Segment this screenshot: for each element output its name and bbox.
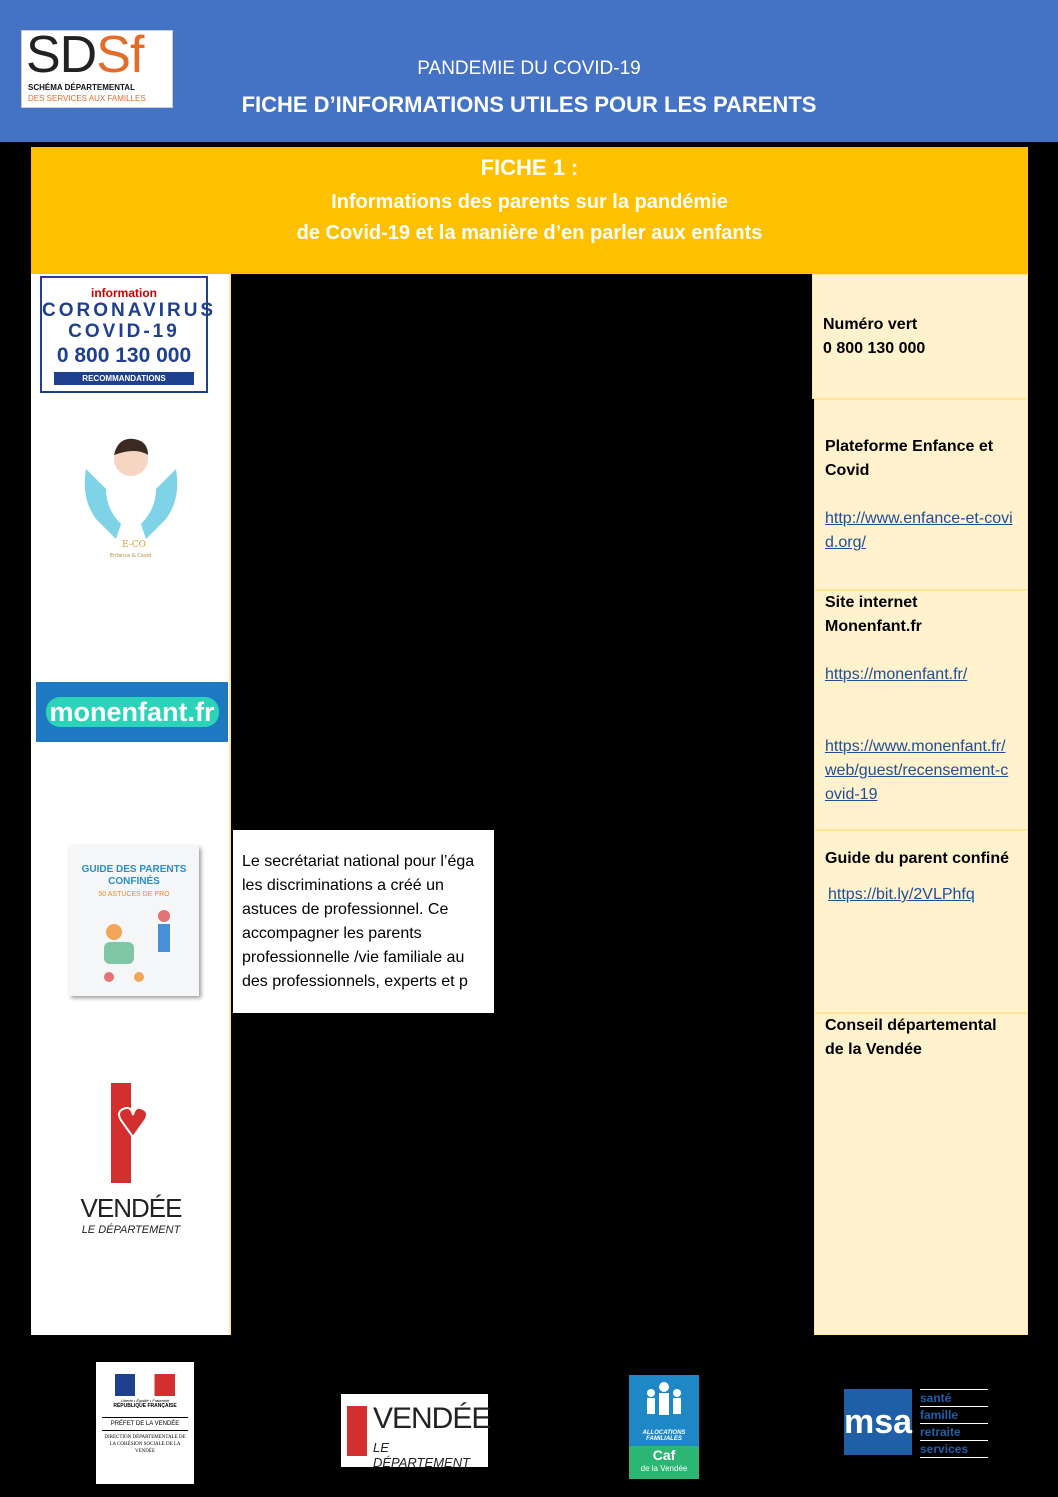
logo-line2: DES SERVICES AUX FAMILLES	[28, 94, 146, 103]
monenfant-recensement-link[interactable]: https://www.monenfant.fr/web/guest/recensement-covid-19	[825, 738, 1009, 803]
row-title: Guide du parent confiné	[825, 850, 1010, 867]
banner-line1: Informations des parents sur la pandémie	[331, 191, 728, 213]
header-title: FICHE D’INFORMATIONS UTILES POUR LES PARENTS	[241, 92, 817, 117]
caf-family-icon	[629, 1375, 699, 1425]
row-info-cell	[812, 274, 1028, 399]
row-image-cell	[31, 274, 231, 399]
redacted-block	[233, 274, 812, 399]
svg-text:Enfance & Covid: Enfance & Covid	[110, 553, 152, 559]
row-guide-parent	[31, 830, 1028, 1013]
enfance-covid-link[interactable]: http://www.enfance-et-covid.org/	[825, 510, 1013, 551]
row-title: Site internet Monenfant.fr	[825, 594, 922, 635]
eco-hands-icon	[76, 429, 186, 559]
vendee-hearts-icon	[111, 1083, 151, 1183]
caf-vendee-logo: ALLOCATIONS FAMILIALES Caf de la Vendée	[629, 1375, 699, 1478]
banner-title: FICHE 1 :	[480, 155, 579, 180]
redacted-block	[494, 830, 815, 1013]
row-title: Plateforme Enfance et Covid	[825, 438, 994, 479]
svg-text:E-CO: E-CO	[122, 540, 147, 550]
row-image-cell	[31, 830, 231, 1013]
vendee-department-logo: VENDÉE LE DÉPARTEMENT	[71, 1083, 191, 1243]
row-image-cell	[31, 590, 231, 830]
guide-cover-image: GUIDE DES PARENTS CONFINÉS 50 ASTUCES DE PRO	[69, 846, 199, 996]
guide-description: Le secrétariat national pour l’éga les discriminations a créé un astuces de professionnel. Ce accompagner les parents professionnelle /vie familiale au des professionnels, experts et p	[233, 830, 497, 1013]
redacted-block	[233, 590, 815, 830]
row-info-cell	[814, 590, 1028, 830]
prefet-vendee-logo: Liberté • Égalité • Fraternité RÉPUBLIQUE FRANÇAISE PRÉFET DE LA VENDÉE DIRECTION DÉPARTEMENTALE DE LA COHÉSION SOCIALE DE LA VENDÉE	[96, 1362, 194, 1484]
row-numero-vert	[31, 274, 1028, 399]
row-conseil-vendee	[31, 1013, 1028, 1335]
header-subtitle: PANDEMIE DU COVID-19	[417, 58, 641, 79]
row-info-cell	[814, 399, 1028, 590]
guide-link[interactable]: https://bit.ly/2VLPhfq	[828, 886, 975, 903]
row-image-cell	[31, 399, 231, 590]
row-title: Numéro vert	[823, 316, 918, 333]
msa-logo: msa santé famille retraite services	[844, 1387, 990, 1455]
family-illustration	[79, 902, 189, 992]
redacted-block	[233, 1013, 815, 1335]
banner-line2: de Covid-19 et la manière d’en parler aux enfants	[296, 222, 763, 244]
monenfant-logo: monenfant.fr	[36, 682, 228, 742]
row-info-cell	[814, 830, 1028, 1013]
row-enfance-covid	[31, 399, 1028, 590]
row-title: Conseil départemental de la Vendée	[825, 1017, 997, 1058]
fiche-banner	[31, 147, 1028, 274]
row-image-cell	[31, 1013, 231, 1335]
coronavirus-info-logo: information CORONAVIRUS COVID-19 0 800 130 000 RECOMMANDATIONS	[40, 276, 208, 393]
logo-line1: SCHÉMA DÉPARTEMENTAL	[28, 83, 135, 92]
vendee-footer-logo: VENDÉE LE DÉPARTEMENT	[341, 1394, 488, 1467]
sdsf-logo: SDSf SCHÉMA DÉPARTEMENTAL DES SERVICES AUX FAMILLES	[21, 30, 173, 108]
row-info-cell	[814, 1013, 1028, 1335]
phone-number: 0 800 130 000	[823, 340, 926, 357]
page-header	[0, 0, 1058, 142]
row-monenfant	[31, 590, 1028, 830]
monenfant-link[interactable]: https://monenfant.fr/	[825, 666, 968, 683]
redacted-block	[233, 399, 815, 590]
